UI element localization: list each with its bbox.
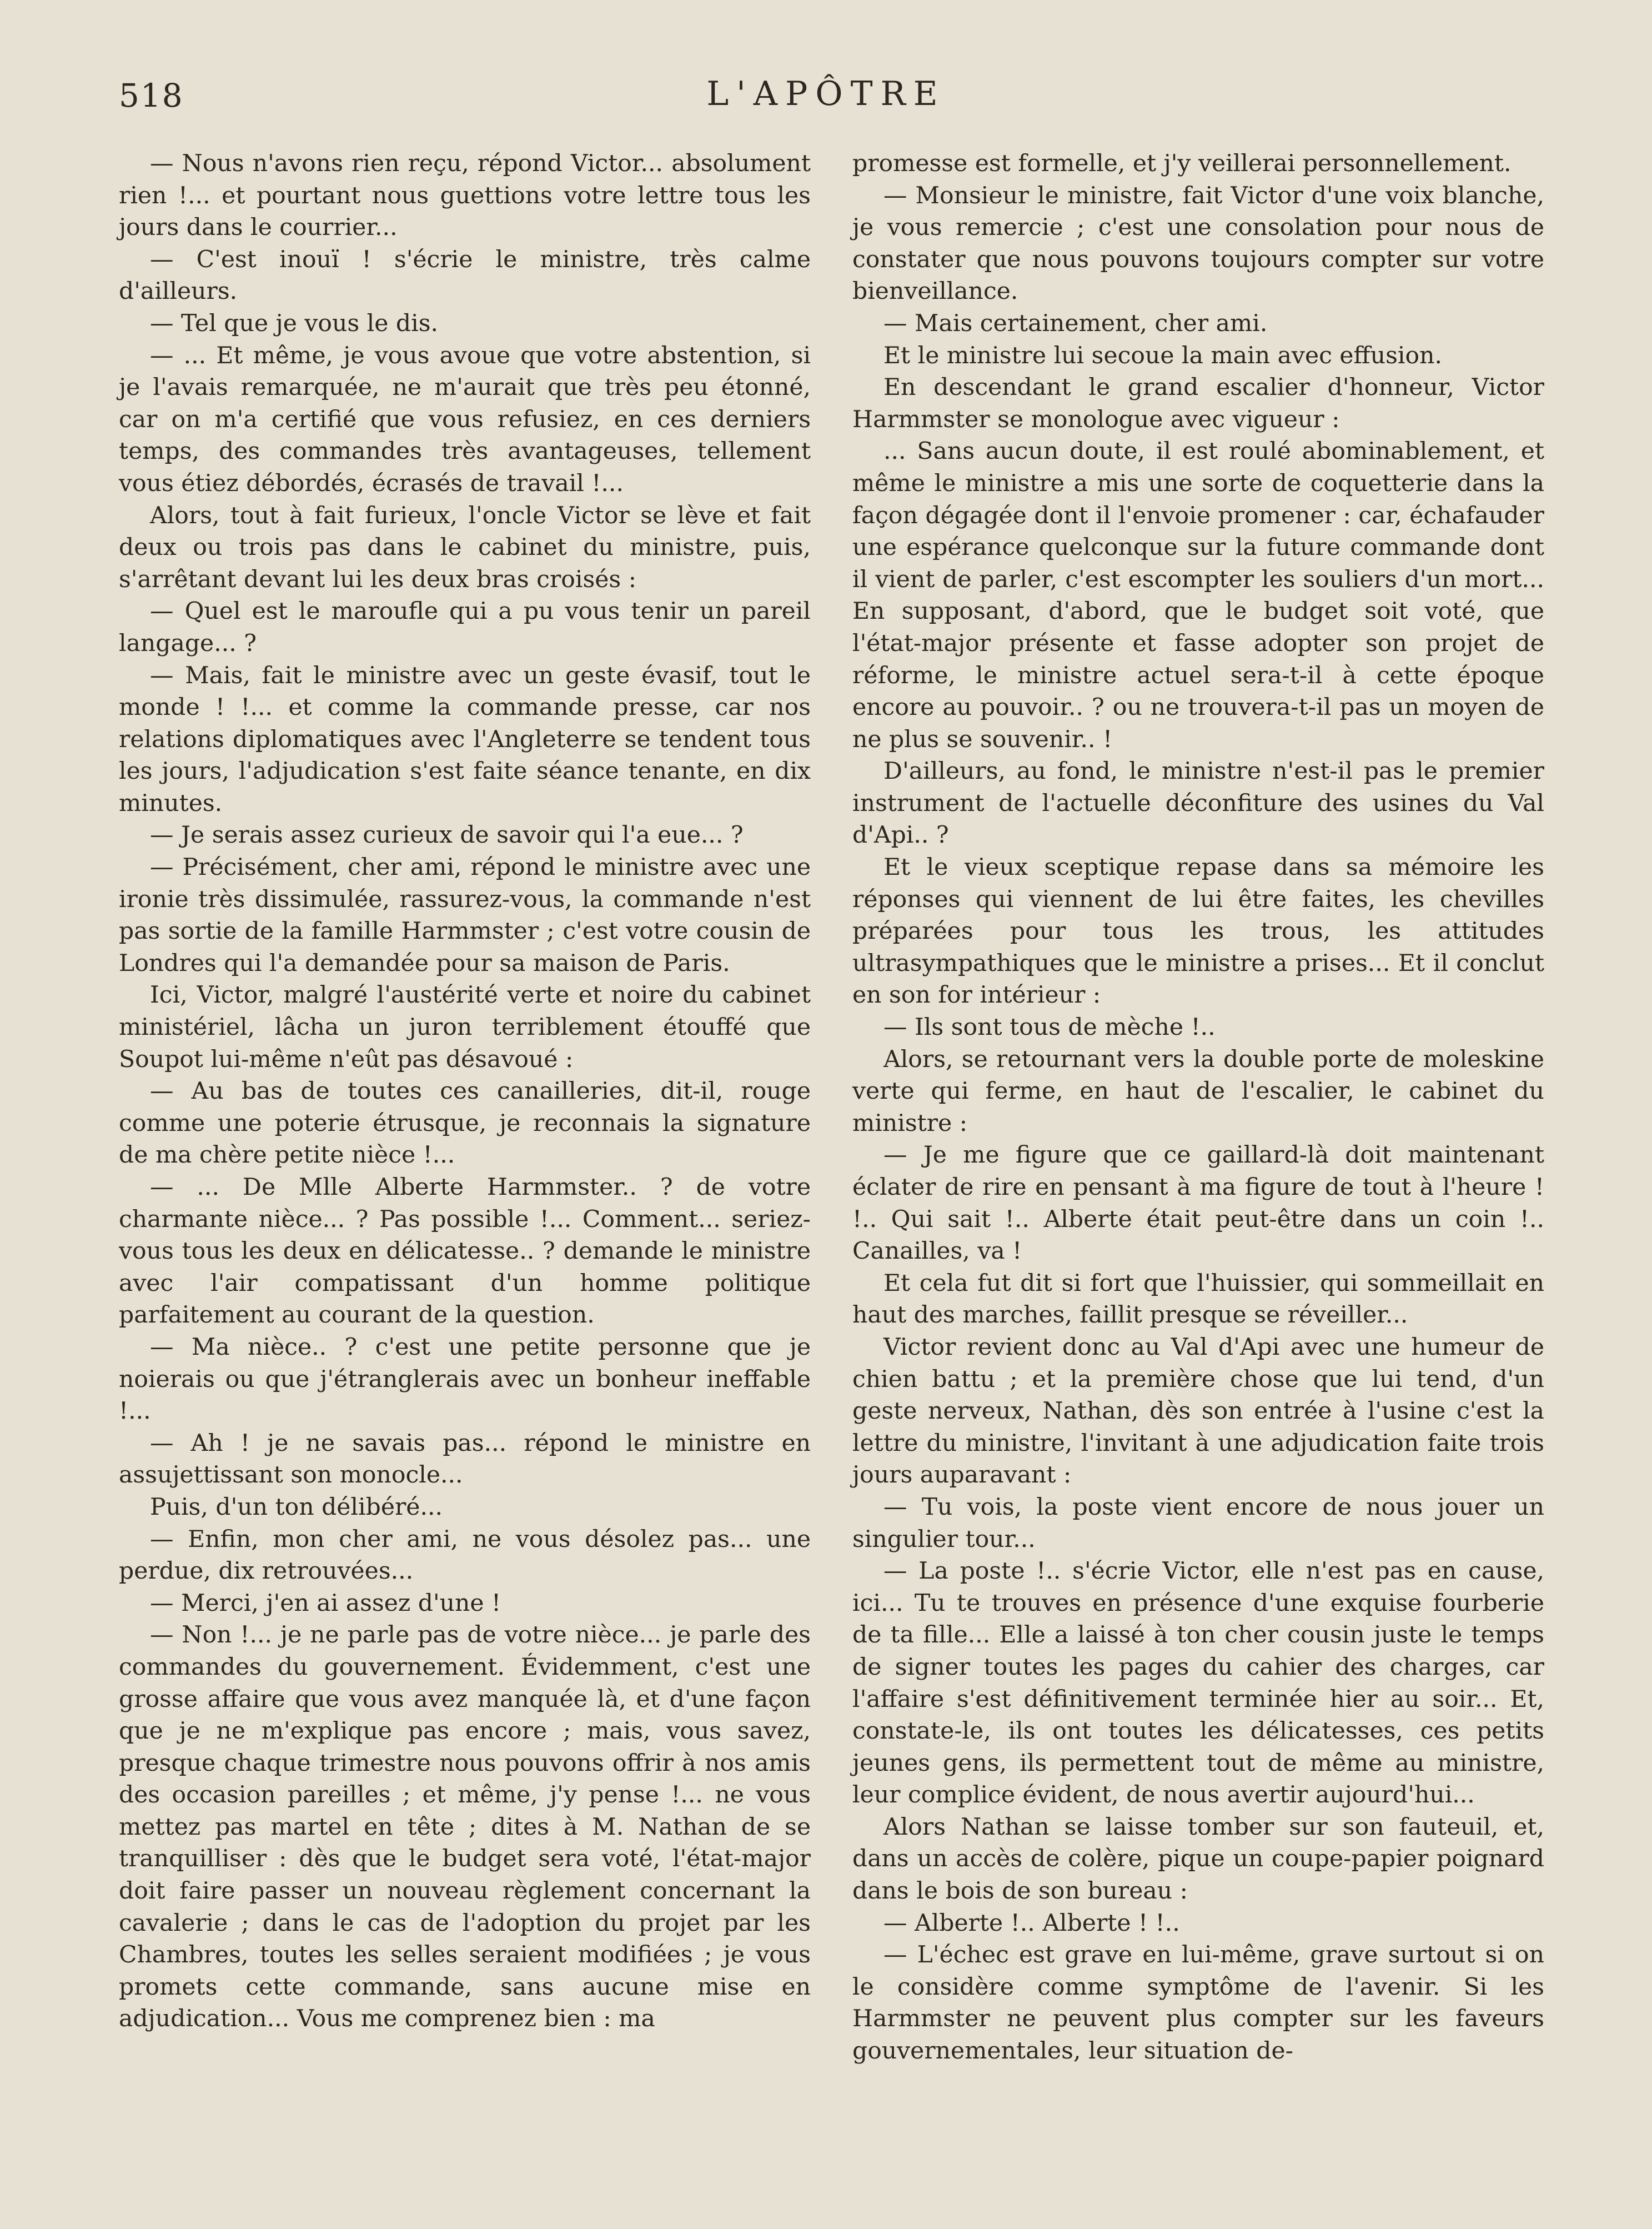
paragraph: — ... De Mlle Alberte Harmmster.. ? de votre charmante nièce... ? Pas possible !... Comment... seriez-vous tous les deux en délicatesse.. ? demande le ministre avec l'air compatissant d'un homme politique parfaitement au courant de la question. — [119, 1174, 811, 1329]
paragraph: Et cela fut dit si fort que l'huissier, qui sommeillait en haut des marches, faillit presque se réveiller... — [852, 1269, 1544, 1329]
page-number: 518 — [119, 77, 184, 114]
paragraph: Puis, d'un ton délibéré... — [150, 1493, 443, 1521]
paragraph: — C'est inouï ! s'écrie le ministre, très calme d'ailleurs. — [119, 246, 811, 305]
paragraph: — L'échec est grave en lui-même, grave surtout si on le considère comme symptôme de l'avenir. Si les Harmmster ne peuvent plus compter sur les faveurs gouvernementales, leur situation de- — [852, 1941, 1544, 2065]
paragraph: — Je me figure que ce gaillard-là doit maintenant éclater de rire en pensant à ma figure de tout à l'heure ! !.. Qui sait !.. Alberte était peut-être dans un coin !.. Canailles, va ! — [852, 1141, 1544, 1265]
paragraph: D'ailleurs, au fond, le ministre n'est-il pas le premier instrument de l'actuelle déconfiture des usines du Val d'Api.. ? — [852, 758, 1544, 849]
paragraph: — Non !... je ne parle pas de votre nièce... je parle des commandes du gouvernement. Évidemment, c'est une grosse affaire que vous avez manquée là, et d'une façon que je ne m'explique pas encore ; mais, vous savez, presque chaque trimestre nous pouvons offrir à nos amis des occasion pareilles ; et même, j'y pense !... ne vous mettez pas martel en tête ; dites à M. Nathan de se tranquilliser : dès que le budget sera voté, l'état-major doit faire passer un nouveau règlement concernant la cavalerie ; dans le cas de l'adoption du projet par les Chambres, toutes les selles seraient modifiées ; je vous promets cette commande, sans aucune mise en adjudication... Vous me comprenez bien : ma — [119, 1621, 811, 2033]
paragraph: — Enfin, mon cher ami, ne vous désolez pas... une perdue, dix retrouvées... — [119, 1525, 811, 1585]
paragraph: — Quel est le maroufle qui a pu vous tenir un pareil langage... ? — [119, 598, 811, 657]
paragraph: — Tu vois, la poste vient encore de nous jouer un singulier tour... — [852, 1493, 1544, 1553]
right-column — [852, 148, 1544, 2067]
paragraph: — Au bas de toutes ces canailleries, dit-il, rouge comme une poterie étrusque, je reconnais la signature de ma chère petite nièce !... — [119, 1078, 811, 1169]
paragraph: ... Sans aucun doute, il est roulé abominablement, et même le ministre a mis une sorte de coquetterie dans la façon dégagée dont il l'envoie promener : car, échafauder une espérance quelconque sur la future commande dont il vient de parler, c'est escompter les souliers d'un mort... En supposant, d'abord, que le budget soit voté, que l'état-major présente et fasse adopter son projet de réforme, le ministre actuel sera-t-il à cette époque encore au pouvoir.. ? ou ne trouvera-t-il pas un moyen de ne plus se souvenir.. ! — [852, 438, 1544, 753]
paragraph: — Nous n'avons rien reçu, répond Victor... absolument rien !... et pourtant nous guettions votre lettre tous les jours dans le courrier... — [119, 150, 811, 242]
paragraph: — Alberte !.. Alberte ! !.. — [883, 1909, 1180, 1937]
paragraph: Alors, se retournant vers la double porte de moleskine verte qui ferme, en haut de l'escalier, le cabinet du ministre : — [852, 1045, 1544, 1137]
paragraph: — Merci, j'en ai assez d'une ! — [150, 1589, 501, 1617]
paragraph: Victor revient donc au Val d'Api avec une humeur de chien battu ; et la première chose que lui tend, d'un geste nerveux, Nathan, dès son entrée à l'usine c'est la lettre du ministre, l'invitant à une adjudication faite trois jours auparavant : — [852, 1333, 1544, 1489]
paragraph: — La poste !.. s'écrie Victor, elle n'est pas en cause, ici... Tu te trouves en présence d'une exquise fourberie de ta fille... Elle a laissé à ton cher cousin juste le temps de signer toutes les pages du cahier des charges, car l'affaire s'est définitivement terminée hier au soir... Et, constate-le, ils ont toutes les délicatesses, ces petits jeunes gens, ils permettent tout de même au ministre, leur complice évident, de nous avertir aujourd'hui... — [852, 1557, 1544, 1809]
paragraph-continued: promesse est formelle, et j'y veillerai personnellement. — [852, 150, 1512, 177]
paragraph: — Ils sont tous de mèche !.. — [883, 1014, 1216, 1041]
paragraph: — Je serais assez curieux de savoir qui l'a eue... ? — [150, 822, 744, 849]
paragraph: — Mais certainement, cher ami. — [883, 309, 1268, 337]
paragraph: Et le vieux sceptique repase dans sa mémoire les réponses qui viennent de lui être faites, les chevilles préparées pour tous les trous, les attitudes ultrasympathiques que le ministre a prises... Et il conclut en son for intérieur : — [852, 854, 1544, 1009]
paragraph: Alors, tout à fait furieux, l'oncle Victor se lève et fait deux ou trois pas dans le cabinet du ministre, puis, s'arrêtant devant lui les deux bras croisés : — [119, 502, 811, 593]
paragraph: — Ah ! je ne savais pas... répond le ministre en assujettissant son monocle... — [119, 1429, 811, 1489]
paragraph: — Précisément, cher ami, répond le ministre avec une ironie très dissimulée, rassurez-vous, la commande n'est pas sortie de la famille Harmmster ; c'est votre cousin de Londres qui l'a demandée pour sa maison de Paris. — [119, 854, 811, 977]
paragraph: — Mais, fait le ministre avec un geste évasif, tout le monde ! !... et comme la commande presse, car nos relations diplomatiques avec l'Angleterre se tendent tous les jours, l'adjudication s'est faite séance tenante, en dix minutes. — [119, 662, 811, 817]
paragraph: Alors Nathan se laisse tomber sur son fauteuil, et, dans un accès de colère, pique un coupe-papier poignard dans le bois de son bureau : — [852, 1813, 1544, 1905]
paragraph: — Ma nièce.. ? c'est une petite personne que je noierais ou que j'étranglerais avec un bonheur ineffable !... — [119, 1333, 811, 1425]
running-title: L'APÔTRE — [706, 74, 946, 113]
paragraph: — Tel que je vous le dis. — [150, 309, 439, 337]
paragraph: Ici, Victor, malgré l'austérité verte et noire du cabinet ministériel, lâcha un juron terriblement étouffé que Soupot lui-même n'eût pas désavoué : — [119, 981, 811, 1073]
paragraph: — ... Et même, je vous avoue que votre abstention, si je l'avais remarquée, ne m'aurait que très peu étonné, car on m'a certifié que vous refusiez, en ces derniers temps, des commandes très avantageuses, tellement vous étiez débordés, écrasés de travail !... — [119, 342, 811, 497]
paragraph: — Monsieur le ministre, fait Victor d'une voix blanche, je vous remercie ; c'est une consolation pour nous de constater que nous pouvons toujours compter sur votre bienveillance. — [852, 182, 1544, 305]
paragraph: Et le ministre lui secoue la main avec effusion. — [883, 342, 1442, 369]
left-column — [119, 148, 811, 2035]
paragraph: En descendant le grand escalier d'honneur, Victor Harmmster se monologue avec vigueur : — [852, 374, 1544, 433]
